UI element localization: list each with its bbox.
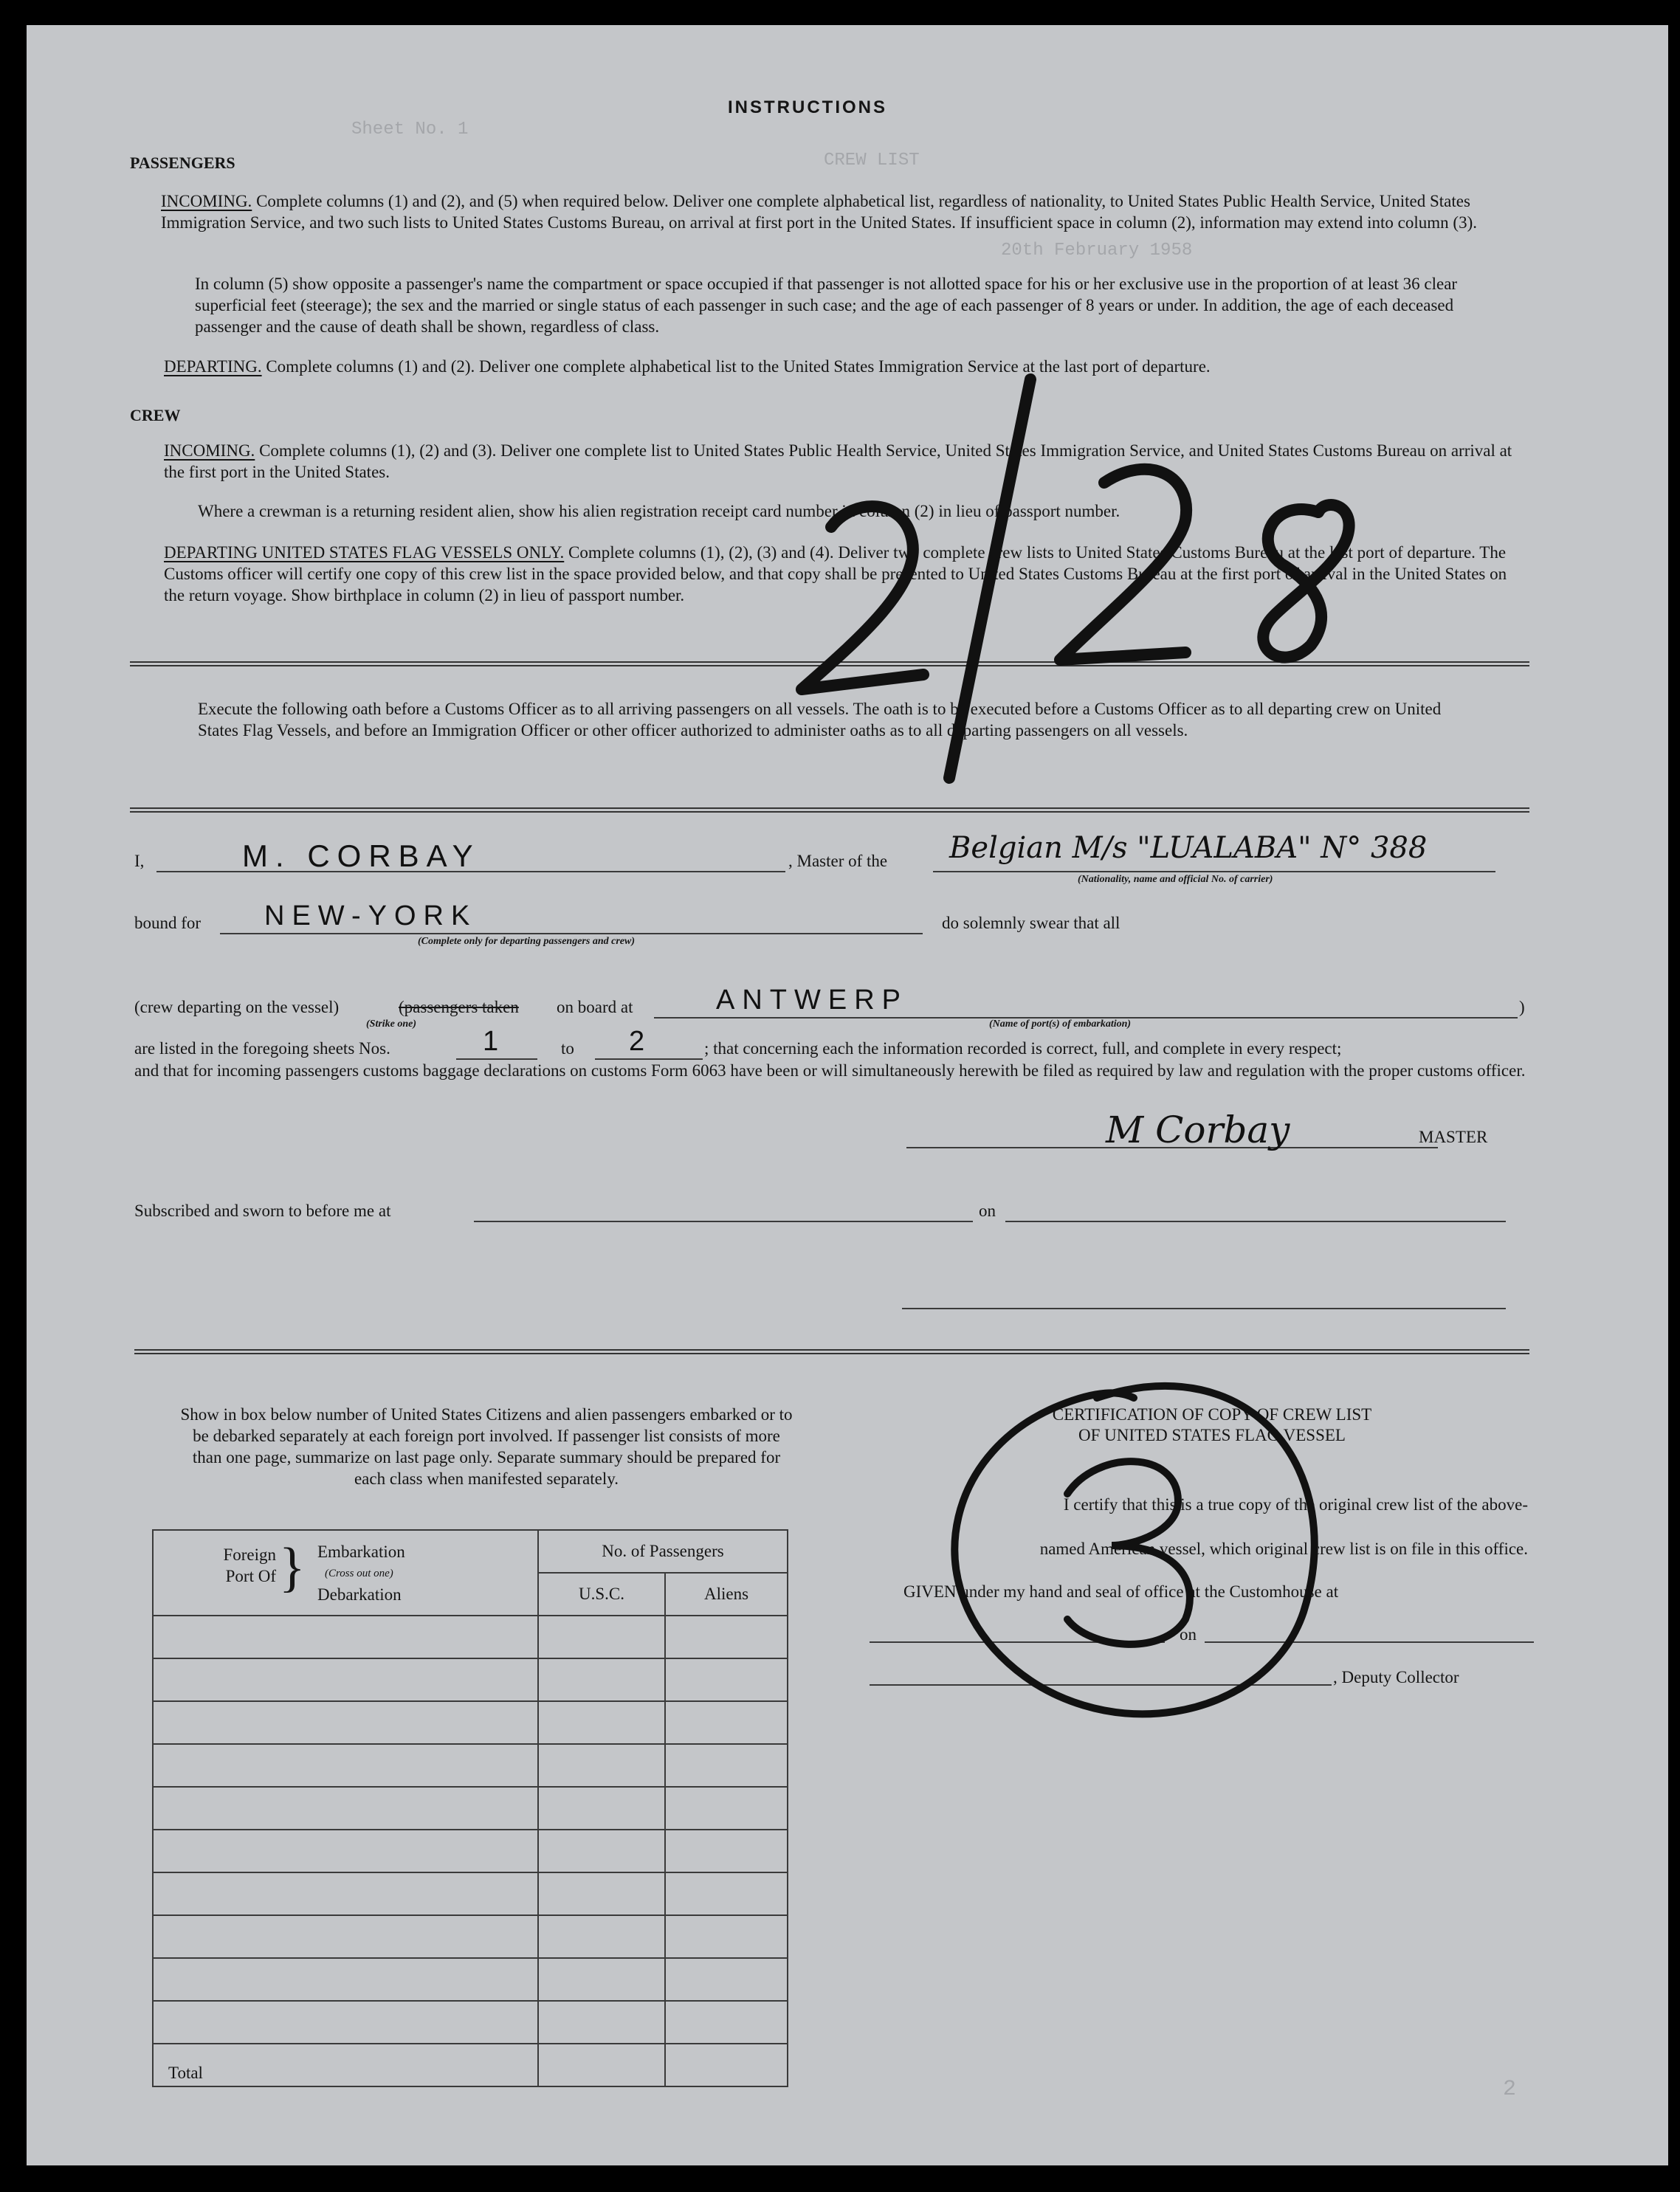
crew-departing-label: DEPARTING UNITED STATES FLAG VESSELS ONLY. <box>164 543 565 562</box>
crew-resident: Where a crewman is a returning resident alien, show his alien registration receipt card number in column (2) in lieu of passport number. <box>198 502 1120 520</box>
debarkation-option: Debarkation <box>317 1585 402 1604</box>
bleed-crew-list: CREW LIST <box>824 151 920 170</box>
certification-line-1: I certify that this is a true copy of the original crew list of the above- <box>1063 1495 1528 1514</box>
bleed-sheet-no: Sheet No. 1 <box>351 120 469 139</box>
strike-one-caption: (Strike one) <box>366 1019 417 1030</box>
on-board-label: on board at <box>557 998 633 1016</box>
instructions-title: INSTRUCTIONS <box>728 97 887 117</box>
passengers-incoming-text: Complete columns (1) and (2), and (5) when required below. Deliver one complete alphabetical list, regardless of nationality, to United States Public Health Service, United States Immigration Service, and two such lists to United States Customs Bureau, on arrival at first port in the United States. If insufficient space in column (2), information may extend into column (3). <box>161 192 1477 232</box>
certification-on-label: on <box>1180 1625 1197 1644</box>
oath-instruction: Execute the following oath before a Customs Officer as to all arriving passengers on all vessels. The oath is to be executed before a Customs Officer as to all departing crew on United States Flag Vessels, and before an Immigration Officer or other officer authorized to administer oaths as to all departing passengers on all vessels. <box>198 700 1442 740</box>
summary-instructions: Show in box below number of United States Citizens and alien passengers embarked or to be debarked separately at each foreign port involved. If passenger list consists of more than one page, summarize on last page only. Separate summary should be prepared for each class when manifested separately. <box>180 1405 793 1488</box>
port-of-embarkation: ANTWERP <box>716 985 908 1016</box>
form-page <box>27 25 1668 2165</box>
certification-title-1: CERTIFICATION OF COPY OF CREW LIST <box>1052 1405 1372 1424</box>
destination: NEW-YORK <box>264 900 478 931</box>
vessel-name: Belgian M/s "LUALABA" N° 388 <box>949 831 1428 865</box>
oath-i-label: I, <box>134 852 145 870</box>
crew-departing-option: (crew departing on the vessel) <box>134 998 340 1016</box>
to-label: to <box>561 1039 574 1058</box>
subscribed-label: Subscribed and sworn to before me at <box>134 1202 391 1220</box>
embarkation-option: Embarkation <box>317 1543 405 1561</box>
vessel-caption: (Nationality, name and official No. of carrier) <box>1078 874 1273 885</box>
crew-incoming-label: INCOMING. <box>164 441 255 460</box>
brace-glyph: } <box>279 1537 306 1598</box>
swear-text: do solemnly swear that all <box>942 914 1120 932</box>
bound-for-label: bound for <box>134 914 202 932</box>
baggage-text: and that for incoming passengers customs baggage declarations on customs Form 6063 have been or will simultaneously herewith be filed as required by law and regulation with the proper customs officer. <box>134 1061 1526 1080</box>
crew-incoming-text: Complete columns (1), (2) and (3). Deliver one complete list to United States Public Health Service, United States Immigration Service, and United States Customs Bureau on arrival at the first port in the United States. <box>164 441 1512 481</box>
large-date-mark <box>802 379 1349 778</box>
departing-label: DEPARTING. <box>164 357 262 376</box>
certification-title-2: OF UNITED STATES FLAG VESSEL <box>1078 1426 1346 1444</box>
master-label: MASTER <box>1419 1128 1488 1146</box>
master-name: M. CORBAY <box>242 838 481 873</box>
sheet-from: 1 <box>483 1026 506 1057</box>
foreign-port-label: Foreign Port Of <box>223 1545 276 1585</box>
passengers-column5: In column (5) show opposite a passenger's name the compartment or space occupied if that passenger is not allotted space for his or her exclusive use in the proportion of at least 36 clear superficial feet (steerage); the sex and the married or single status of each passenger in such case; and the age of each passenger of 8 years or under. In addition, the age of each deceased passenger and the cause of death shall be shown, regardless of class. <box>195 275 1458 336</box>
crew-departing-text: Complete columns (1), (2), (3) and (4). Deliver two complete crew lists to United States Customs Bureau at the last port of departure. The Customs officer will certify one copy of this crew list in the space provided below, and that copy shall be presented to United States Customs Bureau at the first port of arrival in the United States on the return voyage. Show birthplace in column (2) in lieu of passport number. <box>164 543 1507 604</box>
certification-line-2: named American vessel, which original crew list is on file in this office. <box>1039 1540 1528 1558</box>
listed-tail: ; that concerning each the information recorded is correct, full, and complete in every respect; <box>704 1039 1342 1058</box>
certification-line-3: GIVEN under my hand and seal of office at the Customhouse at <box>903 1582 1339 1601</box>
bleed-page-no: 2 <box>1503 2077 1517 2102</box>
deputy-collector-label: , Deputy Collector <box>1333 1668 1459 1686</box>
port-caption: (Name of port(s) of embarkation) <box>989 1019 1132 1030</box>
passengers-departing-text: Complete columns (1) and (2). Deliver one complete alphabetical list to the United States Immigration Service at the last port of departure. <box>261 357 1211 376</box>
passengers-taken-option: (passengers taken <box>399 998 519 1016</box>
total-label: Total <box>153 2044 538 2086</box>
circled-number-mark <box>954 1386 1314 1714</box>
bleed-date: 20th February 1958 <box>1001 241 1193 261</box>
aliens-header: Aliens <box>665 1573 788 1616</box>
sheet-to: 2 <box>629 1026 653 1057</box>
close-paren: ) <box>1519 998 1525 1016</box>
master-of-label: , Master of the <box>788 852 888 870</box>
passengers-heading: PASSENGERS <box>130 154 235 172</box>
usc-header: U.S.C. <box>538 1573 665 1616</box>
listed-text: are listed in the foregoing sheets Nos. <box>134 1039 390 1058</box>
crew-heading: CREW <box>130 406 181 424</box>
handwriting-layer <box>27 25 1668 2165</box>
destination-caption: (Complete only for departing passengers and crew) <box>418 936 635 947</box>
cross-out-caption: (Cross out one) <box>325 1568 393 1579</box>
subscribed-on-label: on <box>979 1202 996 1220</box>
incoming-label: INCOMING. <box>161 192 252 210</box>
no-passengers-header: No. of Passengers <box>538 1530 788 1573</box>
master-signature: M Corbay <box>1106 1109 1290 1151</box>
